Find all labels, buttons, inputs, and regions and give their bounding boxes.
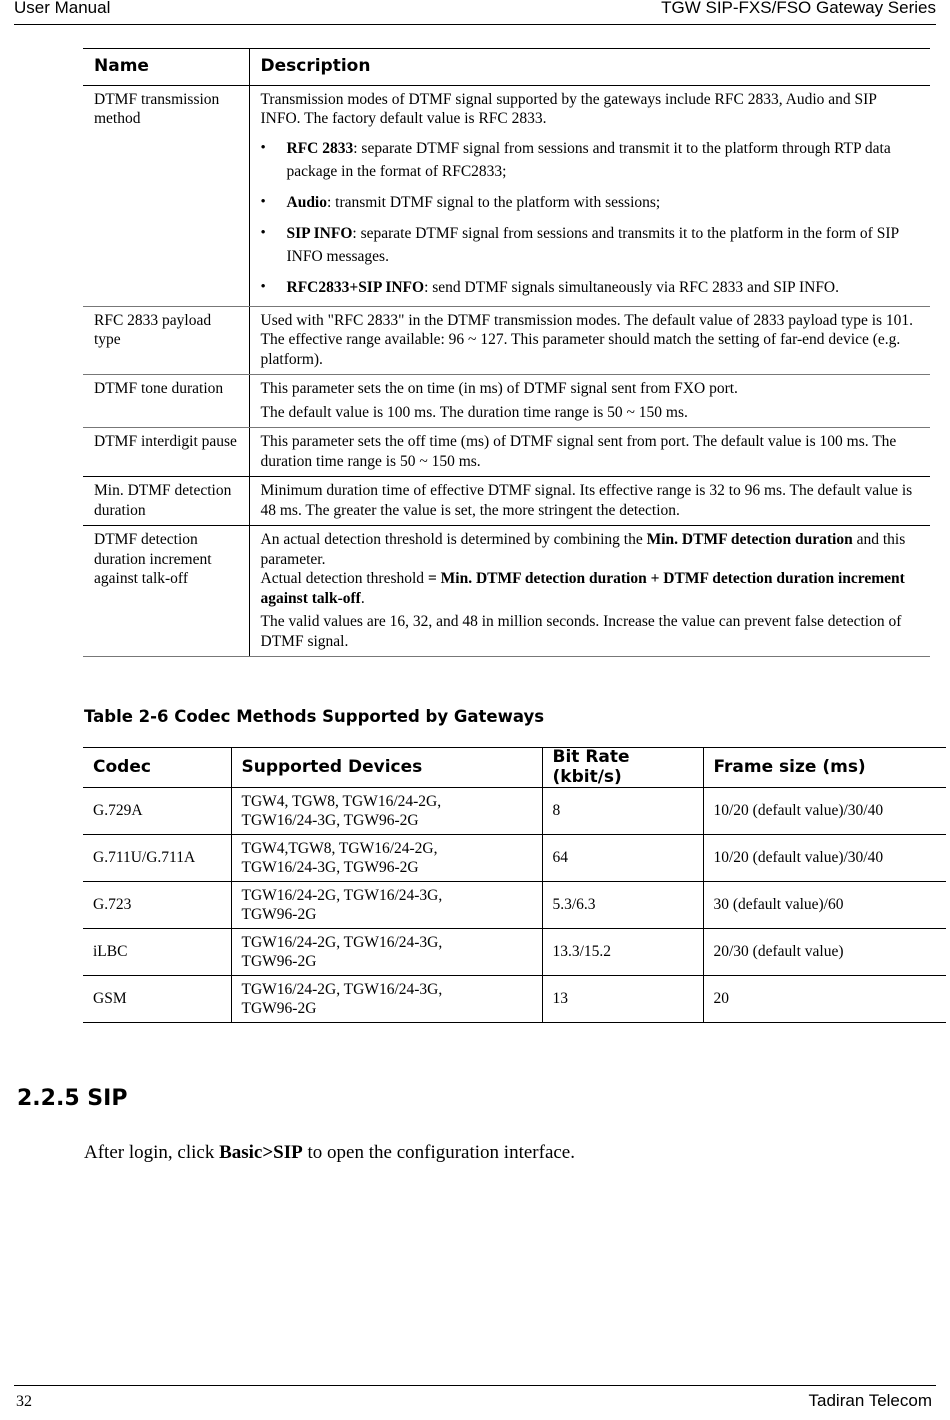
table-row [83,788,946,835]
text-run: Actual detection threshold [260,570,428,587]
table-row [83,375,930,428]
column-header-frame-size: Frame size (ms) [703,748,946,788]
bullet-text: : transmit DTMF signal to the platform with sessions; [327,193,661,211]
devices-cell [231,835,542,882]
table-row [83,526,930,657]
param-name: RFC 2833 payload type [83,306,249,375]
text-run: and this parameter. [260,531,906,568]
table-row [83,929,946,976]
frame-size-cell: 20 [703,976,946,1023]
section-heading: 2.2.5 SIP [17,1086,128,1111]
devices-line: TGW16/24-3G, TGW96-2G [241,812,419,829]
description-text: The valid values are 16, 32, and 48 in million seconds. Increase the value can prevent false detection of DTMF signal. [260,613,902,650]
column-header-devices: Supported Devices [231,748,542,788]
codec-table [83,747,946,1023]
devices-cell [231,788,542,835]
devices-cell [231,929,542,976]
bitrate-cell: 13.3/15.2 [542,929,703,976]
frame-size-cell: 20/30 (default value) [703,929,946,976]
devices-line: TGW16/24-2G, TGW16/24-3G, [241,980,443,998]
devices-line: TGW16/24-2G, TGW16/24-3G, [241,886,443,904]
table-row [83,477,930,526]
column-header-name: Name [83,49,249,86]
bullet-text: : separate DTMF signal from sessions and transmit it to the platform through RTP data package in the format of RFC2833; [286,139,891,180]
text-run: After login, click [84,1142,220,1163]
table-row [83,882,946,929]
text-run: . [360,589,365,607]
table-header-row [83,49,930,86]
param-name: Min. DTMF detection duration [83,477,249,526]
page-number: 32 [16,1393,32,1410]
devices-line: TGW96-2G [241,906,317,923]
formula-text [261,569,921,608]
list-item [261,137,921,183]
frame-size-cell: 10/20 (default value)/30/40 [703,835,946,882]
footer-divider [14,1385,936,1386]
table-header-row [83,748,946,788]
bullet-text: : send DTMF signals simultaneously via RFC 2833 and SIP INFO. [424,278,840,296]
column-header-description: Description [249,49,930,86]
devices-line: TGW96-2G [241,1000,317,1017]
table-caption: Table 2-6 Codec Methods Supported by Gateways [84,707,545,726]
devices-line: TGW4,TGW8, TGW16/24-2G, [241,839,438,857]
param-description [249,375,930,428]
bullet-term: SIP INFO [286,224,353,242]
description-text: Transmission modes of DTMF signal supported by the gateways include RFC 2833, Audio and SIP INFO. The factory default value is RFC 2833. [260,90,877,127]
list-item [261,276,921,299]
table-row [83,428,930,477]
list-item [261,222,921,268]
param-description: Minimum duration time of effective DTMF signal. Its effective range is 32 to 96 ms. The default value is 48 ms. The greater the value is set, the more stringent the detection. [249,477,930,526]
running-header [14,0,936,25]
dtmf-parameter-table [83,48,930,657]
table-row [83,85,930,306]
bold-formula: = Min. DTMF detection duration + DTMF detection duration increment against talk-off [260,570,905,607]
table-row [83,835,946,882]
param-description [249,85,930,306]
section-body-text [84,1142,575,1164]
frame-size-cell: 10/20 (default value)/30/40 [703,788,946,835]
codec-cell: G.729A [83,788,231,835]
devices-line: TGW16/24-2G, TGW16/24-3G, [241,933,443,951]
devices-line: TGW16/24-3G, TGW96-2G [241,859,419,876]
bold-term: Min. DTMF detection duration [646,531,853,548]
header-manual-label: User Manual [14,0,111,17]
description-text [261,530,921,569]
header-series-label: TGW SIP-FXS/FSO Gateway Series [661,0,936,17]
list-item [261,191,921,214]
devices-cell [231,976,542,1023]
bullet-term: RFC 2833 [286,139,354,157]
text-run: to open the configuration interface. [302,1142,575,1163]
description-text: This parameter sets the on time (in ms) of DTMF signal sent from FXO port. [260,380,738,397]
column-header-bitrate: Bit Rate (kbit/s) [542,748,703,788]
column-header-codec: Codec [83,748,231,788]
devices-line: TGW96-2G [241,953,317,970]
bitrate-cell: 8 [542,788,703,835]
codec-cell: G.711U/G.711A [83,835,231,882]
table-row [83,306,930,375]
param-name: DTMF transmission method [83,85,249,306]
param-name: DTMF tone duration [83,375,249,428]
frame-size-cell: 30 (default value)/60 [703,882,946,929]
table-row [83,976,946,1023]
bullet-term: Audio [286,193,327,211]
codec-cell: iLBC [83,929,231,976]
bitrate-cell: 13 [542,976,703,1023]
param-description: Used with "RFC 2833" in the DTMF transmission modes. The default value of 2833 payload type is 101. The effective range available: 96 ~ 127. This parameter should match the setting of far-end device (e.g. platform). [249,306,930,375]
footer-brand: Tadiran Telecom [808,1391,932,1410]
devices-line: TGW4, TGW8, TGW16/24-2G, [241,792,442,810]
bullet-list [261,137,921,299]
text-run: An actual detection threshold is determined by combining the [260,531,647,548]
param-name: DTMF detection duration increment against talk-off [83,526,249,657]
bullet-text: : separate DTMF signal from sessions and transmits it to the platform in the form of SIP INFO messages. [286,224,899,265]
param-name: DTMF interdigit pause [83,428,249,477]
description-text: The default value is 100 ms. The duration time range is 50 ~ 150 ms. [260,403,688,421]
bitrate-cell: 5.3/6.3 [542,882,703,929]
codec-cell: GSM [83,976,231,1023]
devices-cell [231,882,542,929]
codec-cell: G.723 [83,882,231,929]
menu-path: Basic>SIP [219,1142,303,1163]
param-description [249,526,930,657]
bullet-term: RFC2833+SIP INFO [286,278,425,296]
bitrate-cell: 64 [542,835,703,882]
param-description: This parameter sets the off time (ms) of DTMF signal sent from port. The default value is 100 ms. The duration time range is 50 ~ 150 ms. [249,428,930,477]
